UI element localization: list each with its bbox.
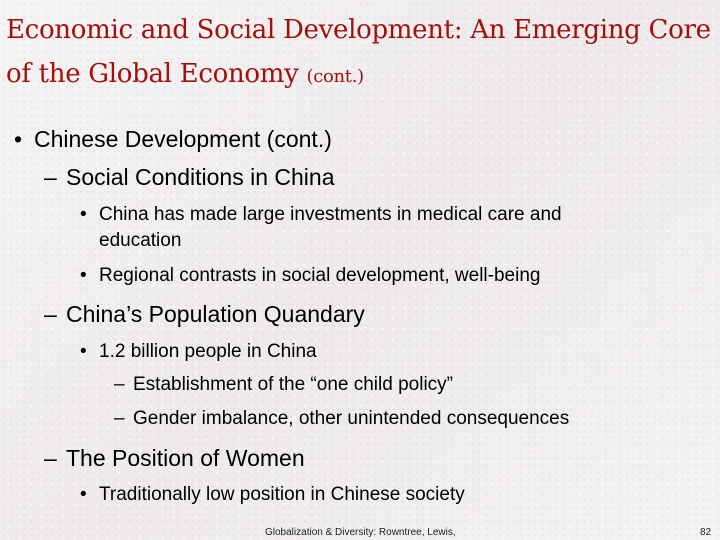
subheading-text: China’s Population Quandary	[66, 301, 365, 327]
bullet-billion-people	[80, 339, 317, 365]
dash-marker: –	[44, 301, 57, 327]
bullet-text: Traditionally low position in Chinese society	[99, 484, 465, 505]
bullet-investments	[80, 202, 562, 228]
subheading-text: Social Conditions in China	[66, 164, 335, 190]
bullet-marker: •	[80, 341, 87, 362]
bullet-investments-continued	[99, 228, 181, 254]
slide-title	[6, 8, 718, 99]
bullet-regional-contrasts	[80, 263, 540, 289]
subitem-text: Establishment of the “one child policy”	[133, 374, 453, 395]
page-number: 82	[700, 527, 712, 538]
bullet-marker: •	[14, 126, 23, 152]
dash-marker: –	[44, 164, 57, 190]
subheading-text: The Position of Women	[66, 445, 305, 471]
subheading-social-conditions	[44, 163, 335, 191]
subheading-position-of-women	[44, 444, 305, 472]
bullet-text: Regional contrasts in social development, well-being	[99, 265, 541, 286]
bullet-marker: •	[80, 265, 87, 286]
dash-marker: –	[114, 374, 125, 395]
subitem-one-child-policy	[114, 372, 453, 398]
bullet-traditionally-low	[80, 482, 465, 508]
subitem-text: Gender imbalance, other unintended consequences	[133, 408, 570, 429]
bullet-text: Chinese Development (cont.)	[34, 126, 332, 152]
dash-marker: –	[114, 408, 125, 429]
bullet-text: education	[99, 230, 182, 251]
bullet-text: China has made large investments in medical care and	[99, 204, 562, 225]
bullet-chinese-development	[14, 125, 332, 153]
bullet-text: 1.2 billion people in China	[99, 341, 317, 362]
title-suffix: (cont.)	[306, 66, 364, 87]
bullet-marker: •	[80, 204, 87, 225]
dash-marker: –	[44, 445, 57, 471]
bullet-marker: •	[80, 484, 87, 505]
subheading-population-quandary	[44, 300, 365, 328]
slide-footer: Globalization & Diversity: Rowntree, Lewis,	[265, 527, 456, 538]
subitem-gender-imbalance	[114, 406, 569, 432]
title-main: Economic and Social Development: An Emerging Core of the Global Economy	[6, 15, 711, 89]
